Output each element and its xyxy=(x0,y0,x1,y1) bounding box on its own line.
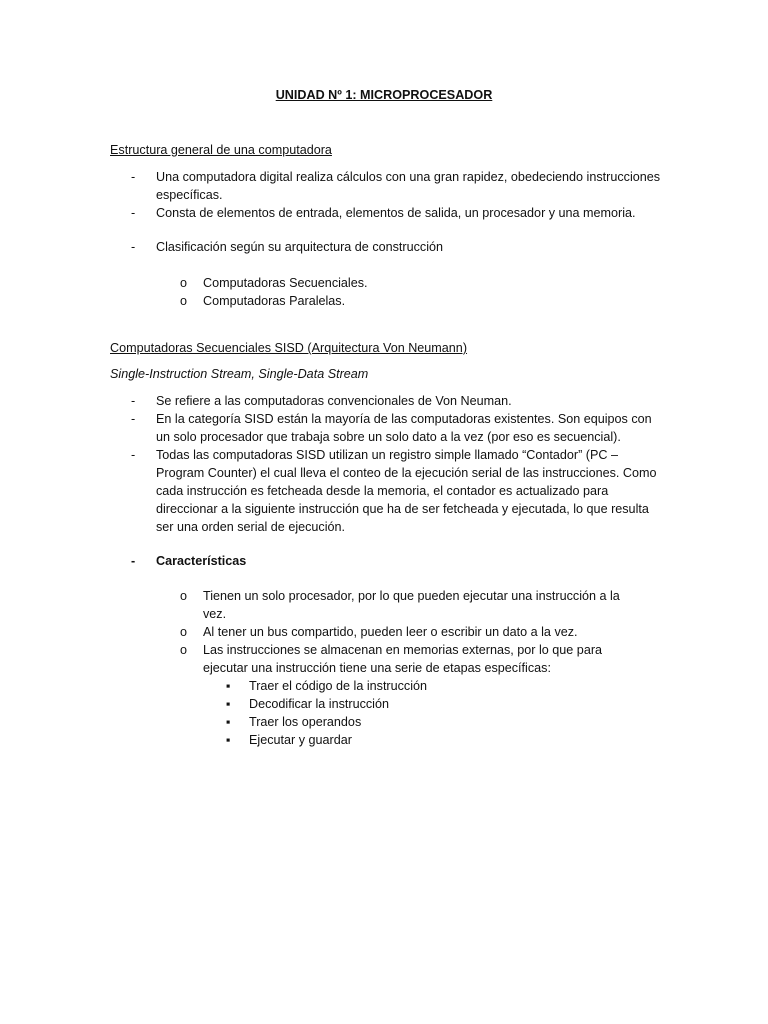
dash-marker: - xyxy=(131,554,136,568)
list-item xyxy=(0,274,643,292)
stage-text: Ejecutar y guardar xyxy=(249,733,352,747)
bullet-item xyxy=(0,410,666,446)
stage-item xyxy=(0,713,649,731)
circle-marker: o xyxy=(180,589,188,603)
bullet-item xyxy=(0,552,666,570)
list-item xyxy=(0,587,643,623)
square-marker: ▪ xyxy=(226,715,231,729)
square-marker: ▪ xyxy=(226,697,231,711)
square-marker: ▪ xyxy=(226,679,231,693)
section-heading-sisd: Computadoras Secuenciales SISD (Arquitectura Von Neumann) xyxy=(110,341,468,355)
section-heading-estructura: Estructura general de una computadora xyxy=(110,143,332,157)
dash-marker: - xyxy=(131,170,136,184)
list-item-text: Tienen un solo procesador, por lo que pueden ejecutar una instrucción a la vez. xyxy=(203,589,620,621)
list-item-text: Las instrucciones se almacenan en memorias externas, por lo que para ejecutar una instrucción tiene una serie de etapas específicas: xyxy=(203,643,603,675)
stage-text: Traer los operandos xyxy=(249,715,362,729)
stage-item xyxy=(0,695,649,713)
stage-text: Decodificar la instrucción xyxy=(249,697,389,711)
bullet-text: Clasificación según su arquitectura de construcción xyxy=(156,240,444,254)
dash-marker: - xyxy=(131,412,136,426)
characteristics-block xyxy=(0,552,768,570)
list-item xyxy=(0,641,643,677)
list-item xyxy=(0,292,643,310)
bullet-item xyxy=(0,168,666,204)
section2-bullet-list xyxy=(0,392,768,536)
circle-marker: o xyxy=(180,625,188,639)
bullet-item xyxy=(0,392,666,410)
classification-block xyxy=(0,238,768,256)
list-item-text: Computadoras Secuenciales. xyxy=(203,276,368,290)
circle-marker: o xyxy=(180,643,188,657)
bullet-text: Todas las computadoras SISD utilizan un registro simple llamado “Contador” (PC – Program Counter) el cual lleva el conteo de la ejecución serial de las instrucciones. Como cada instrucción es fetcheada desde la memoria, el contador es actualizado para direccionar a la siguiente instrucción que ha de ser fetcheada y ejecutada, lo que resulta ser una orden serial de ejecución. xyxy=(156,448,657,534)
dash-marker: - xyxy=(131,240,136,254)
bullet-text: En la categoría SISD están la mayoría de las computadoras existentes. Son equipos con un solo procesador que trabaja sobre un solo dato a la vez (por eso es secuencial). xyxy=(156,412,652,444)
document-title: UNIDAD Nº 1: MICROPROCESADOR xyxy=(275,88,493,102)
bullet-text: Se refiere a las computadoras convencionales de Von Neuman. xyxy=(156,394,512,408)
list-item-text: Al tener un bus compartido, pueden leer o escribir un dato a la vez. xyxy=(203,625,578,639)
stage-item xyxy=(0,731,649,749)
bullet-text: Una computadora digital realiza cálculos con una gran rapidez, obedeciendo instrucciones específicas. xyxy=(156,170,661,202)
bullet-item xyxy=(0,238,666,256)
dash-marker: - xyxy=(131,206,136,220)
square-marker: ▪ xyxy=(226,733,231,747)
bullet-item xyxy=(0,446,666,536)
circle-marker: o xyxy=(180,294,188,308)
stage-item xyxy=(0,677,649,695)
stage-text: Traer el código de la instrucción xyxy=(249,679,428,693)
bullet-item xyxy=(0,204,666,222)
section-subtitle: Single-Instruction Stream, Single-Data Stream xyxy=(110,367,369,381)
dash-marker: - xyxy=(131,394,136,408)
section1-bullet-list xyxy=(0,168,768,222)
list-item xyxy=(0,623,643,641)
circle-marker: o xyxy=(180,276,188,290)
bullet-text: Consta de elementos de entrada, elementos de salida, un procesador y una memoria. xyxy=(156,206,636,220)
characteristics-label: Características xyxy=(156,554,247,568)
dash-marker: - xyxy=(131,448,136,462)
characteristics-list xyxy=(0,587,768,749)
list-item-text: Computadoras Paralelas. xyxy=(203,294,346,308)
computer-types-list xyxy=(0,274,768,310)
